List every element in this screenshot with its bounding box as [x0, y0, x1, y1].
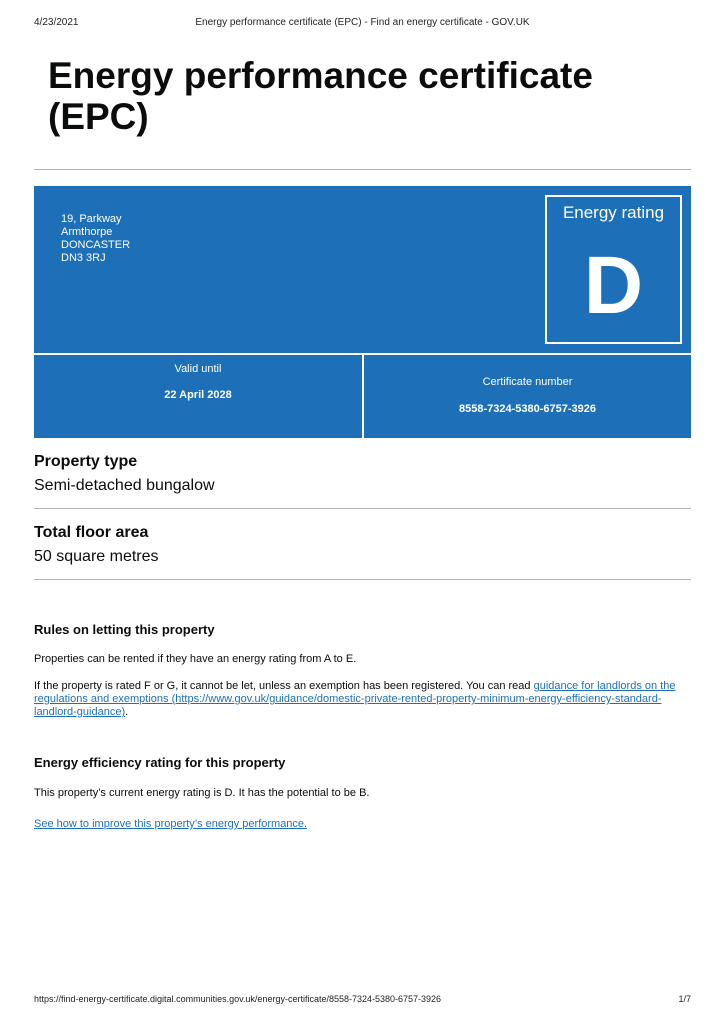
- address-line-3: DONCASTER: [61, 239, 131, 251]
- letting-rules-heading: Rules on letting this property: [34, 622, 215, 637]
- address-line-2: Armthorpe: [61, 226, 113, 238]
- floor-area-divider: [34, 579, 691, 580]
- property-type-heading: Property type: [34, 453, 138, 470]
- floor-area-value: 50 square metres: [34, 548, 159, 565]
- property-address: [61, 213, 130, 265]
- landlord-guidance-link[interactable]: guidance for landlords on the regulations and exemptions (https://www.gov.uk/guidance/domestic-private-rented-property-minimum-energy-efficiency-standard-landlord-guidance): [34, 680, 676, 718]
- efficiency-rating-paragraph: This property’s current energy rating is D. It has the potential to be B.: [34, 787, 370, 799]
- letting-rules-text: If the property is rated F or G, it cannot be let, unless an exemption has been registered. You can read: [34, 680, 534, 692]
- letting-rules-text-end: .: [125, 706, 129, 718]
- letting-rules-paragraph-1: Properties can be rented if they have an energy rating from A to E.: [34, 653, 357, 665]
- epc-top-panel: [34, 186, 691, 353]
- efficiency-rating-heading: Energy efficiency rating for this property: [34, 755, 286, 770]
- certificate-number-value: 8558-7324-5380-6757-3926: [458, 403, 596, 415]
- title-divider: [34, 169, 691, 170]
- certificate-number-panel: [364, 355, 691, 438]
- address-line-1: 19, Parkway: [61, 213, 122, 225]
- print-date: 4/23/2021: [34, 17, 79, 28]
- improve-performance-paragraph: [34, 818, 694, 831]
- address-line-4: DN3 3RJ: [61, 252, 106, 264]
- valid-until-label: Valid until: [174, 363, 222, 375]
- energy-rating-letter: D: [583, 240, 644, 331]
- property-type-value: Semi-detached bungalow: [34, 477, 215, 494]
- certificate-number-label: Certificate number: [482, 376, 573, 388]
- energy-rating-box: [545, 195, 682, 344]
- print-page-number: 1/7: [678, 994, 691, 1004]
- print-page-title: Energy performance certificate (EPC) - Find an energy certificate - GOV.UK: [195, 17, 530, 28]
- print-url: https://find-energy-certificate.digital.communities.gov.uk/energy-certificate/8558-7324-5380-6757-3926: [34, 994, 442, 1004]
- valid-until-date: 22 April 2028: [164, 389, 232, 401]
- property-type-divider: [34, 508, 691, 509]
- improve-performance-link[interactable]: See how to improve this property’s energy performance.: [34, 818, 308, 830]
- page-title: Energy performance certificate (EPC): [48, 55, 593, 137]
- valid-until-panel: [34, 355, 362, 438]
- letting-rules-paragraph-2: [34, 680, 694, 719]
- epc-summary-box: [34, 186, 691, 438]
- floor-area-heading: Total floor area: [34, 524, 149, 541]
- energy-rating-label: Energy rating: [562, 203, 665, 222]
